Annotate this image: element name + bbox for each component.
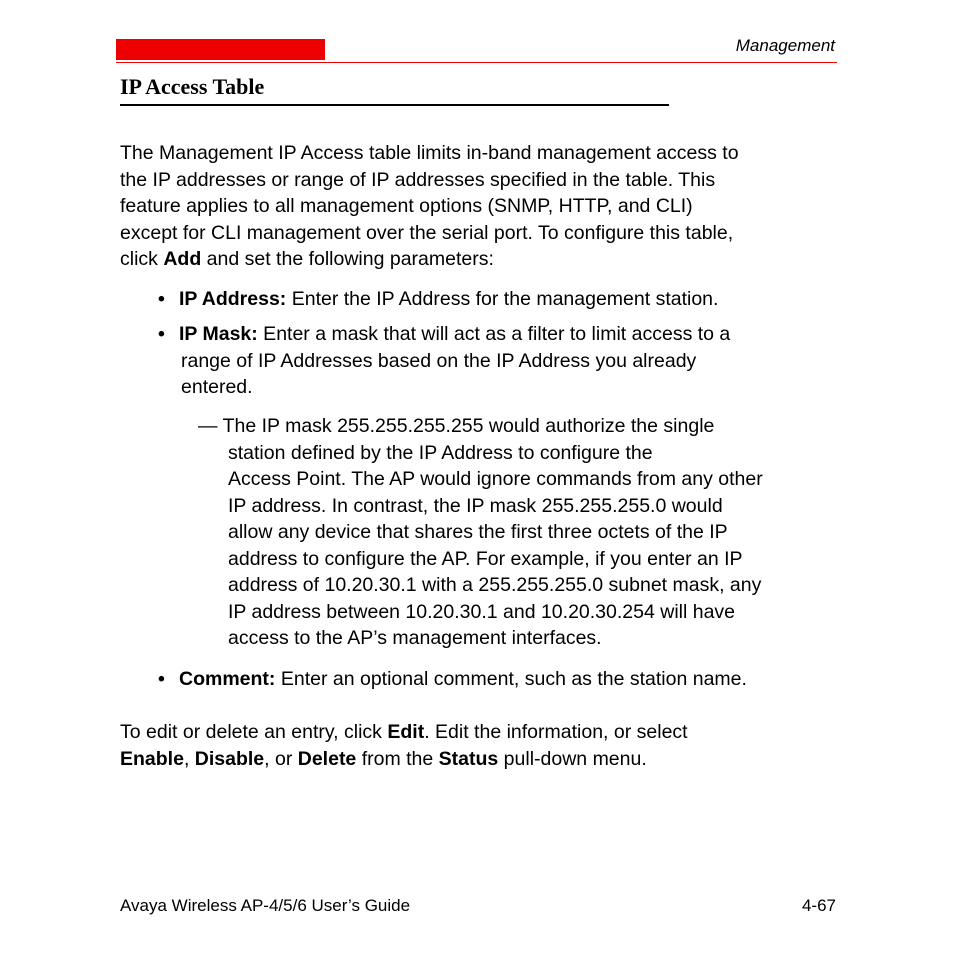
intro-line: feature applies to all management options (SNMP, HTTP, and CLI) (120, 195, 693, 217)
page-number: 4-67 (801, 896, 836, 915)
bullet-marker: • (158, 323, 165, 345)
note-line: access to the AP’s management interfaces. (228, 627, 602, 649)
edit-keyword: Edit (387, 721, 425, 743)
bullet-marker: • (158, 288, 165, 310)
chapter-title: Management (735, 36, 835, 55)
intro-line: except for CLI management over the serial port. To configure this table, (120, 221, 734, 244)
bullet-label: Comment: (179, 668, 276, 690)
add-keyword: Add (163, 248, 202, 270)
section-heading: IP Access Table (120, 74, 669, 106)
intro-paragraph (120, 140, 836, 273)
outro-text: . Edit the information, or select (424, 721, 688, 743)
bullet-label: IP Mask: (179, 323, 258, 345)
bullet-text: range of IP Addresses based on the IP Address you already (181, 349, 697, 372)
note-line: address to configure the AP. For example, if you enter an IP (228, 547, 743, 570)
intro-line: click (120, 248, 164, 270)
outro-text: , or (264, 747, 298, 770)
note-line: Access Point. The AP would ignore commands from any other (228, 468, 763, 490)
intro-line: and set the following parameters: (201, 248, 494, 270)
bullet-comment (158, 666, 848, 693)
note-line: IP address between 10.20.30.1 and 10.20.30.254 will have (228, 600, 736, 623)
ip-mask-note (198, 413, 838, 652)
delete-keyword: Delete (297, 747, 357, 770)
header-rule (116, 62, 837, 63)
disable-keyword: Disable (194, 747, 265, 770)
note-line: IP address. In contrast, the IP mask 255.255.255.0 would (228, 494, 723, 517)
outro-text: To edit or delete an entry, click (120, 721, 388, 743)
bullet-ip-mask (158, 321, 848, 401)
bullet-text: Enter the IP Address for the management station. (286, 288, 719, 310)
intro-line: The Management IP Access table limits in-band management access to (120, 142, 739, 164)
bullet-label: IP Address: (179, 288, 287, 310)
outro-paragraph (120, 719, 836, 772)
footer-guide-title: Avaya Wireless AP-4/5/6 User’s Guide (120, 896, 411, 915)
bullet-text: entered. (181, 376, 253, 398)
header-red-bar (116, 39, 325, 60)
status-keyword: Status (438, 747, 499, 770)
outro-text: from the (356, 747, 439, 770)
enable-keyword: Enable (120, 747, 184, 770)
bullet-marker: • (158, 668, 165, 690)
outro-text: , (183, 747, 195, 770)
note-line: address of 10.20.30.1 with a 255.255.255.0 subnet mask, any (228, 574, 762, 596)
note-line: The IP mask 255.255.255.255 would authorize the single (217, 415, 715, 437)
note-dash: — (198, 415, 218, 437)
note-line: allow any device that shares the first three octets of the IP (228, 521, 728, 543)
bullet-ip-address (158, 286, 848, 313)
intro-line: the IP addresses or range of IP addresses specified in the table. This (120, 168, 716, 191)
note-line: station defined by the IP Address to configure the (228, 441, 653, 464)
outro-text: pull-down menu. (498, 747, 647, 770)
bullet-text: Enter an optional comment, such as the station name. (275, 668, 747, 690)
bullet-text: Enter a mask that will act as a filter to limit access to a (257, 323, 731, 345)
